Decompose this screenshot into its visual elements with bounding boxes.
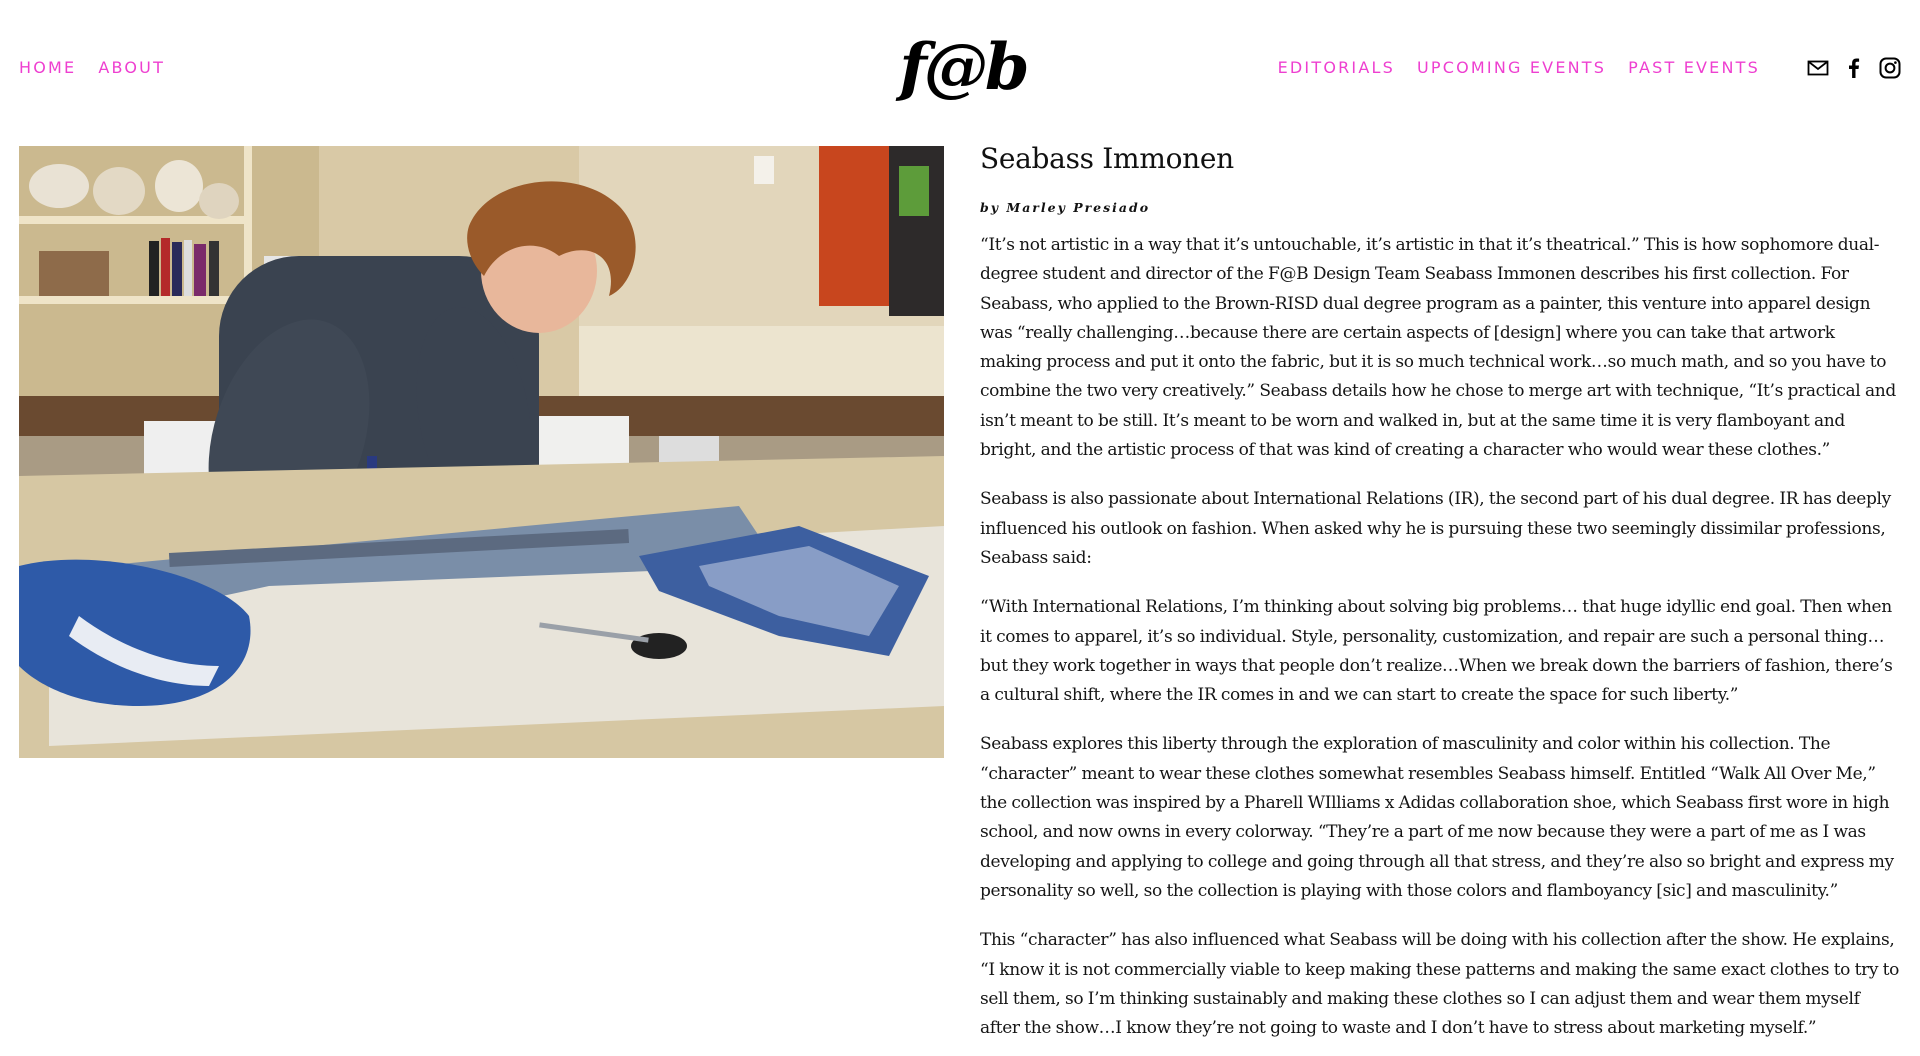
- article-paragraph: Seabass explores this liberty through the exploration of masculinity and color within his collection. The “character” meant to wear these clothes somewhat resembles Seabass himself. Entitled “Walk All Over Me,” the collection was inspired by a Pharell WIlliams x Adidas collaboration shoe, which Seabass first wore in high school, and now owns in every colorway. “They’re a part of me now because they were a part of me as I was developing and applying to college and going through all that stress, and they’re also so bright and express my personality so well, so the collection is playing with those colors and flamboyancy [sic] and masculinity.”: [980, 734, 1894, 901]
- article-title: Seabass Immonen: [980, 142, 1234, 175]
- mail-icon[interactable]: [1806, 56, 1830, 80]
- nav-upcoming-events-link[interactable]: UPCOMING EVENTS: [1416, 58, 1607, 77]
- article-paragraph: This “character” has also influenced what Seabass will be doing with his collection after the show. He explains, “I know it is not commercially viable to keep making these patterns and making the same exact clothes to try to sell them, so I’m thinking sustainably and making these clothes so I can adjust them and wear them myself after the show…I know they’re not going to waste and I don’t have to stress about marketing myself.”: [980, 930, 1900, 1039]
- nav-left: [19, 58, 187, 77]
- article: [980, 142, 1900, 1043]
- nav-editorials-link[interactable]: EDITORIALS: [1277, 58, 1395, 77]
- facebook-icon[interactable]: [1842, 56, 1866, 80]
- nav-right: [1256, 58, 1760, 77]
- article-paragraph: “With International Relations, I’m thinking about solving big problems… that huge idyllic end goal. Then when it comes to apparel, it’s so individual. Style, personality, customization, and repair are such a personal thing…but they work together in ways that people don’t realize…When we break down the barriers of fashion, there’s a cultural shift, where the IR comes in and we can start to create the space for such liberty.”: [980, 597, 1893, 706]
- nav-about-link[interactable]: ABOUT: [98, 58, 166, 77]
- article-photo: [19, 146, 944, 758]
- article-paragraph: “It’s not artistic in a way that it’s untouchable, it’s artistic in that it’s theatrical.” This is how sophomore dual-degree student and director of the F@B Design Team Seabass Immonen describes his first collection. For Seabass, who applied to the Brown-RISD dual degree program as a painter, this venture into apparel design was “really challenging…because there are certain aspects of [design] where you can take that artwork making process and put it onto the fabric, but it is so much technical work…so much math, and so you have to combine the two very creatively.” Seabass details how he chose to merge art with technique, “It’s practical and isn’t meant to be still. It’s meant to be worn and walked in, but at the same time it is very flamboyant and bright, and the artistic process of that was kind of creating a character who would wear these clothes.”: [980, 235, 1896, 461]
- site-logo[interactable]: f@b: [899, 30, 1027, 105]
- instagram-icon[interactable]: [1878, 56, 1902, 80]
- nav-home-link[interactable]: HOME: [19, 58, 77, 77]
- nav-past-events-link[interactable]: PAST EVENTS: [1628, 58, 1760, 77]
- social-links: [1794, 56, 1902, 80]
- site-header: [0, 0, 1920, 140]
- article-byline: by Marley Presiado: [980, 200, 1151, 215]
- designer-cutting-fabric-photo: [19, 146, 944, 758]
- article-paragraph: Seabass is also passionate about International Relations (IR), the second part of his dual degree. IR has deeply influenced his outlook on fashion. When asked why he is pursuing these two seemingly dissimilar professions, Seabass said:: [980, 489, 1891, 568]
